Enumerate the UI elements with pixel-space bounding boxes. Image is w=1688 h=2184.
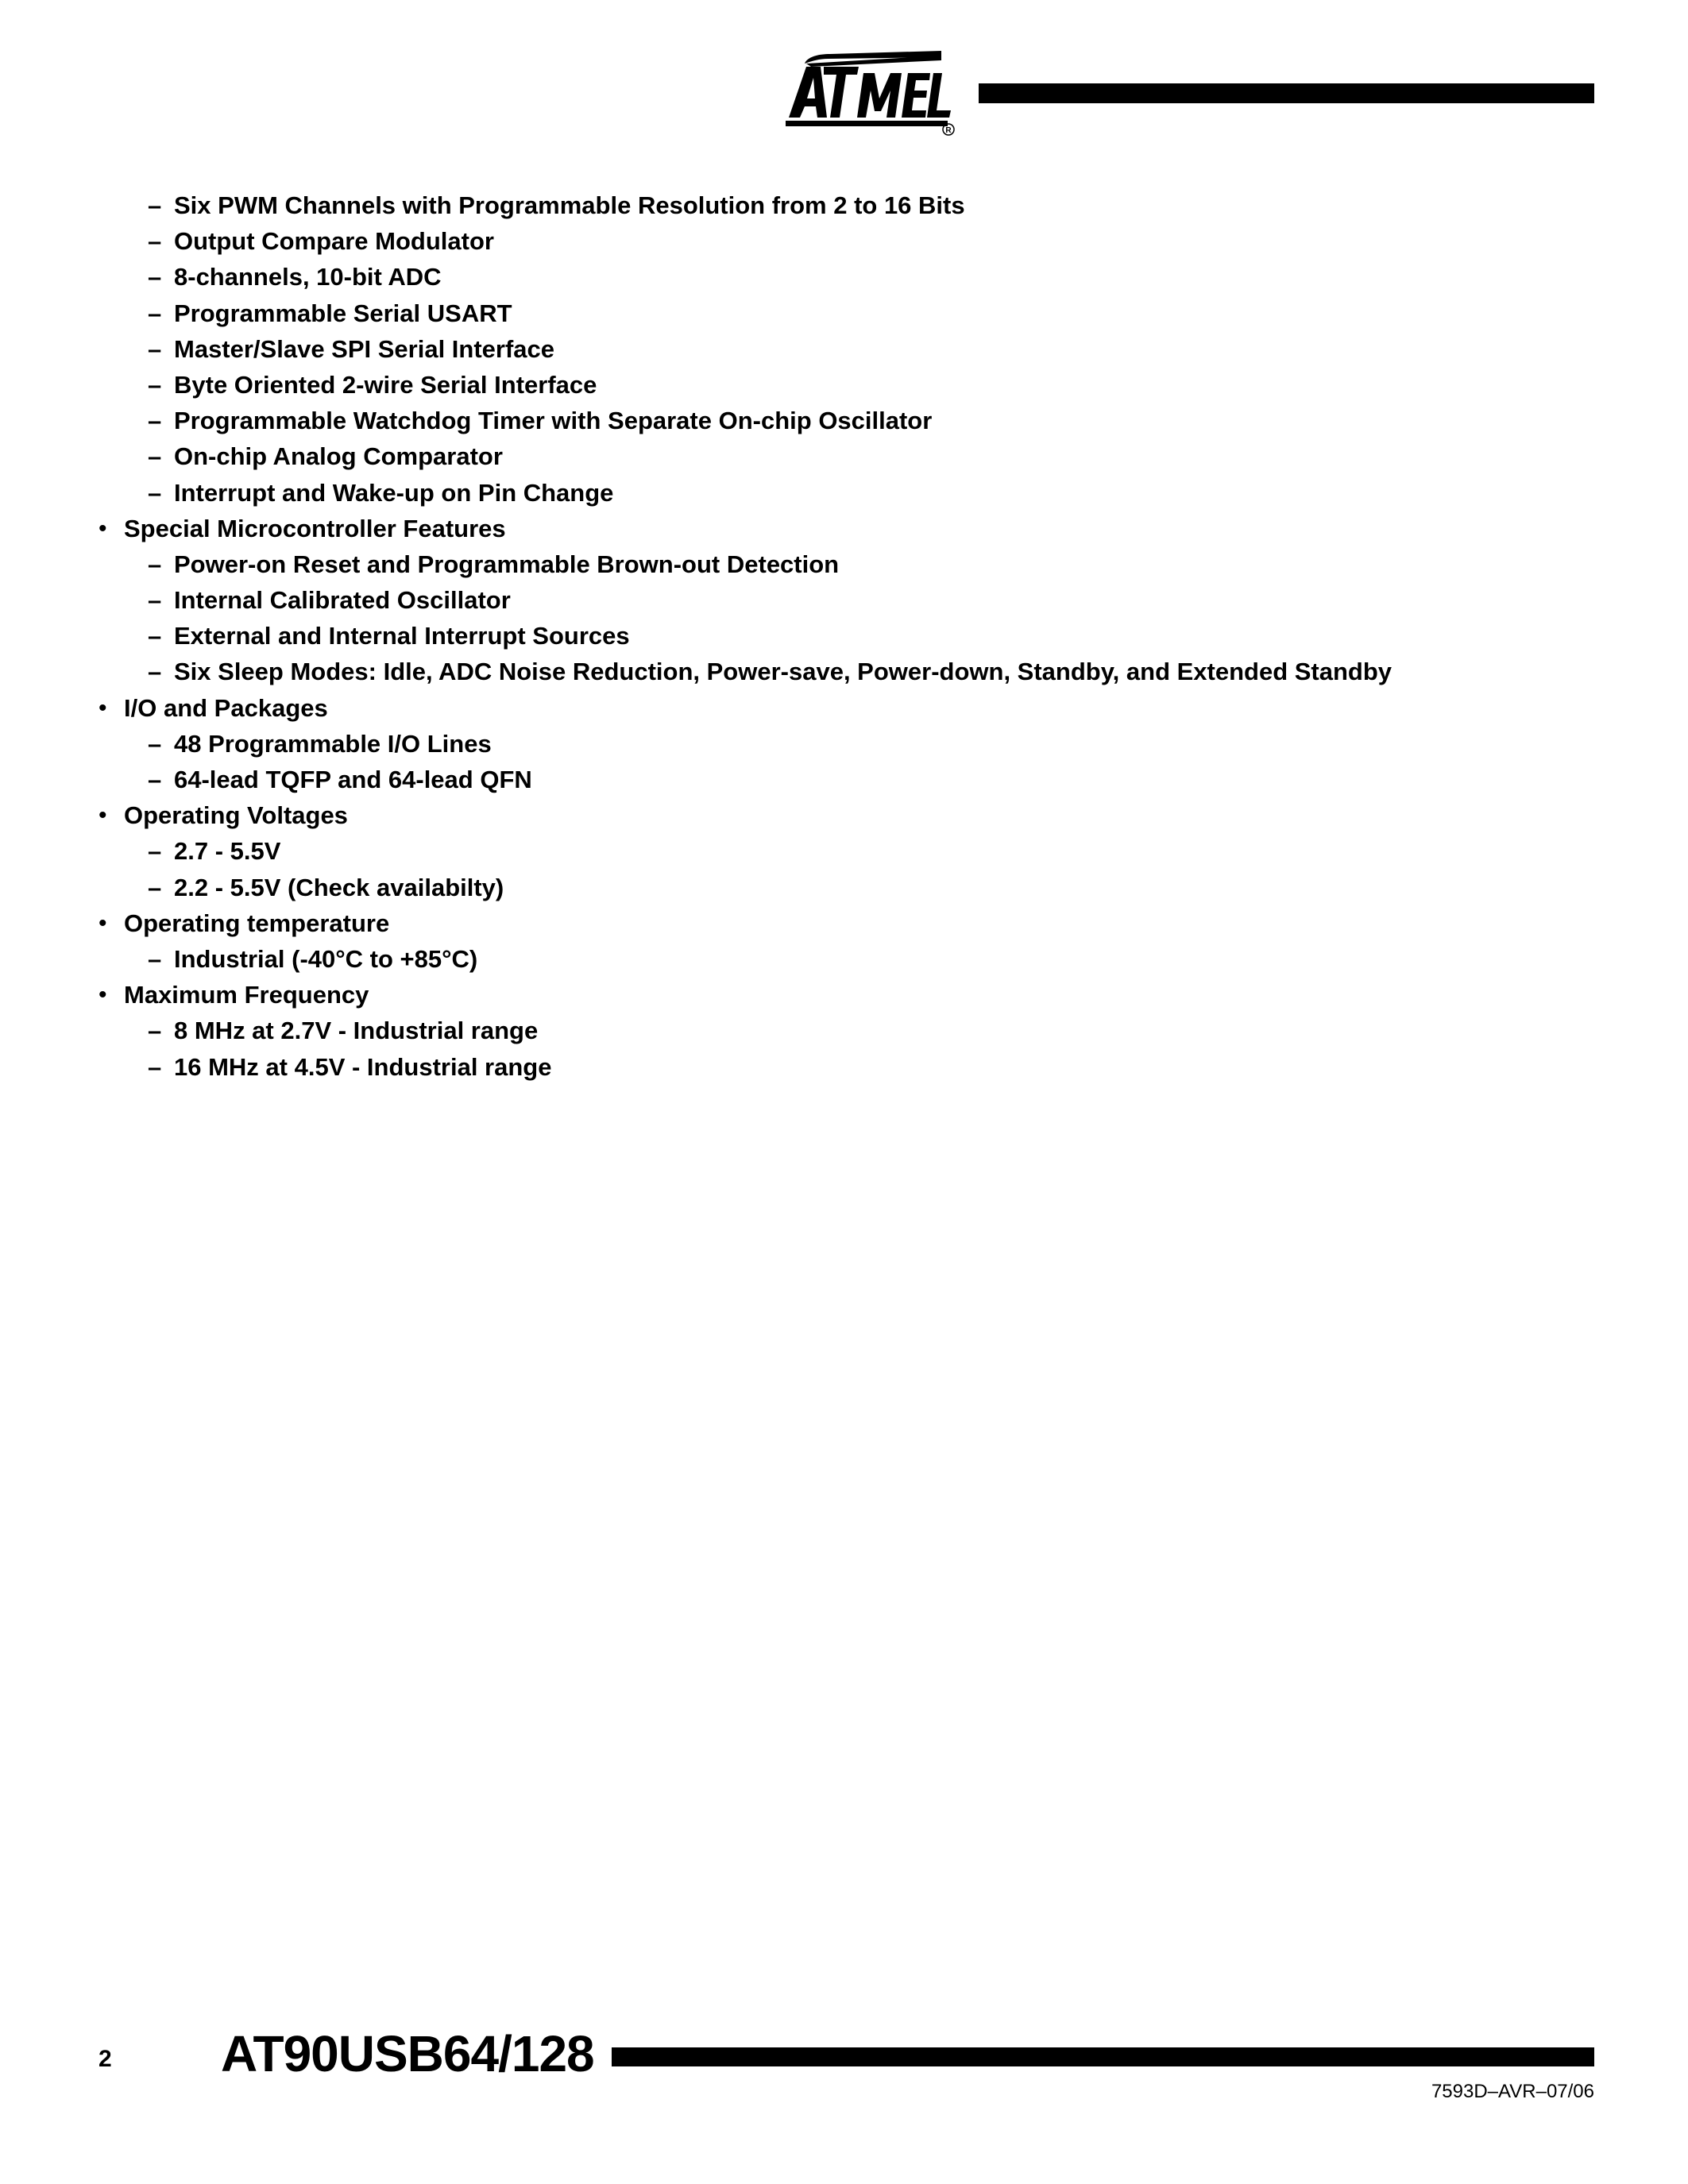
feature-text: Internal Calibrated Oscillator xyxy=(174,586,511,615)
feature-text: Operating temperature xyxy=(124,909,390,937)
feature-text: Interrupt and Wake-up on Pin Change xyxy=(174,478,614,507)
feature-text: 64-lead TQFP and 64-lead QFN xyxy=(174,766,532,793)
feature-item xyxy=(0,475,1688,511)
feature-item xyxy=(0,833,1688,869)
dash-marker: – xyxy=(148,263,162,291)
feature-heading xyxy=(0,905,1688,941)
feature-item xyxy=(0,726,1688,762)
feature-item xyxy=(0,546,1688,582)
footer-rule xyxy=(612,2047,1594,2066)
dash-marker: – xyxy=(148,837,162,866)
feature-item xyxy=(0,582,1688,618)
dash-marker: – xyxy=(148,478,162,507)
dash-marker: – xyxy=(148,944,162,973)
feature-text: 2.2 - 5.5V (Check availabilty) xyxy=(174,873,504,901)
dash-marker: – xyxy=(148,370,162,399)
feature-item xyxy=(0,1049,1688,1085)
dash-marker: – xyxy=(148,334,162,363)
feature-item xyxy=(0,941,1688,977)
document-title: AT90USB64/128 xyxy=(221,2025,594,2082)
feature-item xyxy=(0,654,1688,689)
feature-item xyxy=(0,762,1688,797)
dash-marker: – xyxy=(148,407,162,435)
atmel-logo xyxy=(782,49,957,137)
feature-item xyxy=(0,295,1688,331)
feature-text: 2.7 - 5.5V xyxy=(174,837,281,866)
feature-item xyxy=(0,223,1688,259)
feature-text: Maximum Frequency xyxy=(124,981,369,1009)
feature-item xyxy=(0,367,1688,403)
feature-heading xyxy=(0,690,1688,726)
feature-text: Programmable Watchdog Timer with Separate On-chip Oscillator xyxy=(174,407,933,435)
feature-text: Six PWM Channels with Programmable Resolution from 2 to 16 Bits xyxy=(174,191,965,219)
feature-text: Byte Oriented 2-wire Serial Interface xyxy=(174,370,597,399)
feature-item xyxy=(0,403,1688,438)
feature-item xyxy=(0,1013,1688,1048)
header-rule xyxy=(979,83,1594,103)
feature-heading xyxy=(0,977,1688,1013)
bullet-marker: • xyxy=(98,694,107,721)
feature-text: 8-channels, 10-bit ADC xyxy=(174,263,442,291)
feature-text: Output Compare Modulator xyxy=(174,227,494,256)
feature-heading xyxy=(0,511,1688,546)
feature-text: Industrial (-40°C to +85°C) xyxy=(174,944,478,973)
feature-text: 8 MHz at 2.7V - Industrial range xyxy=(174,1017,539,1045)
feature-item xyxy=(0,331,1688,367)
feature-item xyxy=(0,438,1688,474)
feature-text: Six Sleep Modes: Idle, ADC Noise Reduction, Power-save, Power-down, Standby, and Extended Standby xyxy=(174,658,1393,686)
feature-text: 16 MHz at 4.5V - Industrial range xyxy=(174,1052,552,1081)
dash-marker: – xyxy=(148,191,162,219)
feature-list xyxy=(0,187,1688,1085)
feature-text: On-chip Analog Comparator xyxy=(174,442,503,471)
atmel-logo-graphic xyxy=(782,49,957,137)
dash-marker: – xyxy=(148,1017,162,1045)
feature-heading xyxy=(0,797,1688,833)
dash-marker: – xyxy=(148,586,162,615)
dash-marker: – xyxy=(148,227,162,256)
feature-text: Programmable Serial USART xyxy=(174,299,512,327)
dash-marker: – xyxy=(148,622,162,650)
bullet-marker: • xyxy=(98,802,107,829)
dash-marker: – xyxy=(148,766,162,793)
page-number: 2 xyxy=(98,2046,112,2072)
feature-text: 48 Programmable I/O Lines xyxy=(174,729,492,758)
feature-text: Operating Voltages xyxy=(124,801,348,830)
dash-marker: – xyxy=(148,658,162,686)
dash-marker: – xyxy=(148,550,162,578)
document-code: 7593D–AVR–07/06 xyxy=(1431,2081,1594,2102)
feature-item xyxy=(0,618,1688,654)
feature-item xyxy=(0,870,1688,905)
dash-marker: – xyxy=(148,729,162,758)
bullet-marker: • xyxy=(98,982,107,1009)
feature-text: I/O and Packages xyxy=(124,693,328,722)
feature-text: Special Microcontroller Features xyxy=(124,514,506,542)
dash-marker: – xyxy=(148,299,162,327)
feature-text: Master/Slave SPI Serial Interface xyxy=(174,334,555,363)
svg-text:R: R xyxy=(945,126,952,135)
dash-marker: – xyxy=(148,873,162,901)
feature-item xyxy=(0,259,1688,295)
feature-text: Power-on Reset and Programmable Brown-out Detection xyxy=(174,550,840,578)
feature-text: External and Internal Interrupt Sources xyxy=(174,622,630,650)
dash-marker: – xyxy=(148,442,162,471)
bullet-marker: • xyxy=(98,909,107,936)
bullet-marker: • xyxy=(98,515,107,542)
feature-item xyxy=(0,187,1688,223)
dash-marker: – xyxy=(148,1052,162,1081)
